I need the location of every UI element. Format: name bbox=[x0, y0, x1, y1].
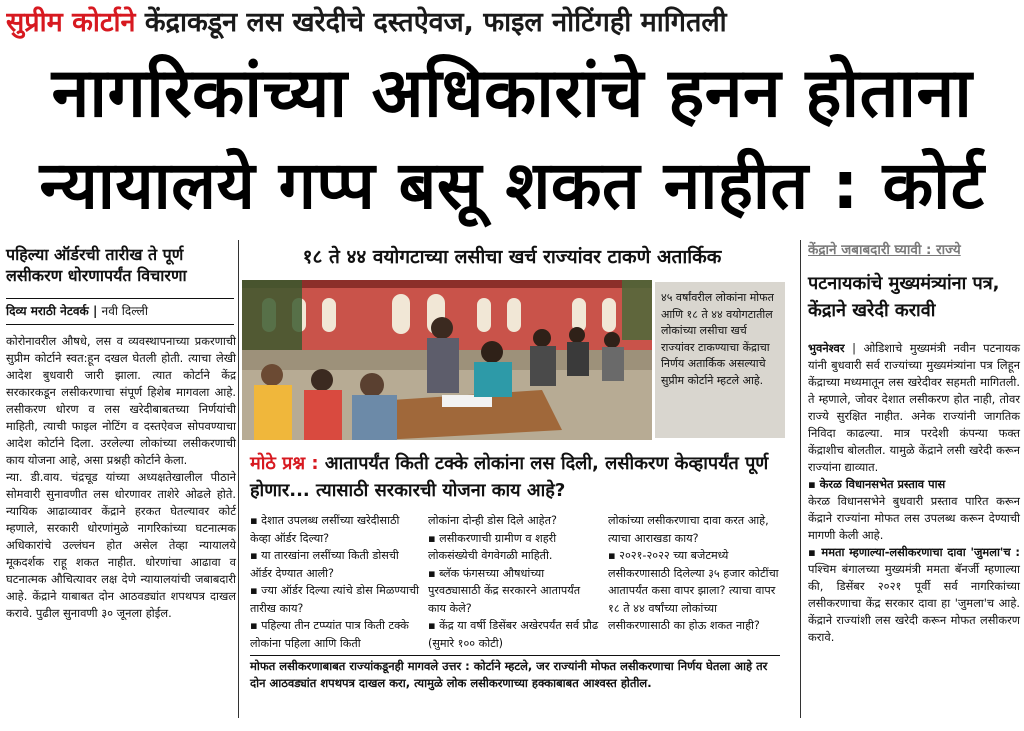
byline-place: नवी दिल्ली bbox=[101, 304, 148, 318]
right-story-para1 bbox=[808, 340, 1020, 476]
question-item: ▪ ज्या ऑर्डर दिल्या त्यांचे डोस मिळण्याची तारीख काय? bbox=[250, 584, 420, 615]
questions-column-1 bbox=[250, 512, 422, 652]
vaccination-photo bbox=[242, 280, 652, 440]
right-story-body bbox=[808, 340, 1020, 646]
right-story-para3 bbox=[808, 544, 1020, 646]
question-item: लोकांच्या लसीकरणाचा दावा करत आहे, त्याचा आराखडा काय? bbox=[608, 514, 769, 545]
right-story-para2: केरळ विधानसभेने बुधवारी प्रस्ताव पारित करून केंद्राने राज्यांना मोफत लस उपलब्ध करून देण्याची मागणी केली आहे. bbox=[808, 494, 1020, 542]
mamata-subhead: ▪ ममता म्हणाल्या-लसीकरणाचा दावा 'जुमला'च : bbox=[808, 545, 1020, 559]
question-item: ▪ २०२१-२०२२ च्या बजेटमध्ये लसीकरणासाठी दिलेल्या ३५ हजार कोटींचा आतापर्यंत कसा वापर झाला? त्याचा वापर १८ ते ४४ वर्षांच्या लोकांच्या लसीकरणासाठी का होऊ शकत नाही? bbox=[608, 549, 779, 632]
kicker-line bbox=[6, 2, 1018, 44]
right-column-divider bbox=[800, 240, 801, 718]
questions-column-3 bbox=[608, 512, 780, 635]
mid-story-headline: १८ ते ४४ वयोगटाच्या लसीचा खर्च राज्यांवर टाकणे अतार्किक bbox=[302, 246, 722, 268]
questions-column-2 bbox=[428, 512, 600, 652]
left-story-body bbox=[6, 333, 236, 622]
main-headline-line1: नागरिकांच्या अधिकारांचे हनन होताना bbox=[51, 54, 973, 133]
question-item: ▪ पहिल्या तीन टप्प्यांत पात्र किती टक्के लोकांना पहिला आणि किती bbox=[250, 619, 409, 650]
big-questions-text: आतापर्यंत किती टक्के लोकांना लस दिली, लसीकरण केव्हापर्यंत पूर्ण होणार... त्यासाठी सरकारची योजना काय आहे? bbox=[250, 453, 769, 501]
dateline: भुवनेश्वर bbox=[808, 341, 845, 355]
left-story-para2: न्या. डी.वाय. चंद्रचूड यांच्या अध्यक्षतेखालील पीठाने सोमवारी सुनावणीत लस धोरणावर ताशेरे ओढले होते. न्यायिक आढाव्यावर केंद्राने हरकत घेतल्यावर कोर्ट म्हणाले, सरकारी धोरणांमुळे नागरिकांच्या घटनात्मक अधिकारांचे उल्लंघन होत असेल तेव्हा न्यायालये मूकदर्शक राहू शकत नाहीत. धोरणांचा आढावा व घटनात्मक औचित्यावर लक्ष देणे न्यायालयांची जबाबदारी आहे. केंद्राने याबाबत दोन आठवड्यांत शपथपत्र दाखल करावे. पुढील सुनावणी ३० जूनला होईल. bbox=[6, 470, 236, 620]
kicker-rest: केंद्राकडून लस खरेदीचे दस्तऐवज, फाइल नोटिंगही मागितली bbox=[144, 7, 727, 38]
right-story-headline: पटनायकांचे मुख्यमंत्र्यांना पत्र, केंद्राने खरेदी करावी bbox=[808, 273, 1000, 321]
left-story-para1: कोरोनावरील औषधे, लस व व्यवस्थापनाच्या प्रकरणाची सुप्रीम कोर्टाने स्वत:हून दखल घेतली होती. त्याचा लेखी आदेश बुधवारी जारी झाला. त्यात कोर्टाने केंद्र सरकारकडून लसीकरणाचा संपूर्ण हिशेब मागवला आहे. लसीकरण धोरण व लस खरेदीबाबतच्या निर्णयांची माहिती, त्याची फाइल नोटिंग व दस्तऐवज सोपवण्याचा आदेश कोर्टाने दिला. उरलेल्या लोकांच्या लसीकरणाची काय योजना आहे, असा प्रश्नही कोर्टाने केला. bbox=[6, 334, 236, 467]
big-questions-label: मोठे प्रश्न : bbox=[250, 453, 319, 474]
right-story-para3-text: पश्चिम बंगालच्या मुख्यमंत्री ममता बॅनर्जी म्हणाल्या की, डिसेंबर २०२१ पूर्वी सर्व नागरिकांच्या लसीकरणाचा केंद्र सरकार दावा हा 'जुमला'च आहे. केंद्राने राज्यांशी लस खरेदी करून मोफत लसीकरण करावे. bbox=[808, 562, 1020, 644]
free-vaccination-note: मोफत लसीकरणाबाबत राज्यांकडूनही मागवले उत्तर : कोर्टाने म्हटले, जर राज्यांनी मोफत लसीकरणाचा निर्णय घेतला आहे तर दोन आठवड्यांत शपथपत्र दाखल करा, त्यामुळे लोक लसीकरणाच्या हक्काबाबत आश्वस्त होतील. bbox=[250, 659, 768, 690]
byline-separator: | bbox=[88, 304, 102, 318]
question-item: ▪ देशात उपलब्ध लसींच्या खरेदीसाठी केव्हा ऑर्डर दिल्या? bbox=[250, 514, 400, 545]
byline-source: दिव्य मराठी नेटवर्क bbox=[6, 304, 89, 318]
big-questions-heading bbox=[250, 450, 780, 504]
byline bbox=[6, 300, 234, 322]
question-item: ▪ लसीकरणाची ग्रामीण व शहरी लोकसंख्येची वेगवेगळी माहिती. bbox=[428, 531, 557, 562]
byline-rule-bottom bbox=[6, 324, 234, 325]
right-story-kicker: केंद्राने जबाबदारी घ्यावी : राज्ये bbox=[808, 242, 961, 258]
right-story-sub1 bbox=[808, 476, 1020, 493]
question-item: ▪ ब्लॅक फंगसच्या औषधांच्या पुरवठ्यासाठी केंद्र सरकारने आतापर्यंत काय केले? bbox=[428, 566, 581, 615]
byline-rule bbox=[6, 298, 234, 299]
left-column-divider bbox=[238, 240, 239, 718]
kerala-subhead: ▪ केरळ विधानसभेत प्रस्ताव पास bbox=[808, 477, 946, 491]
right-story-para1-text: | ओडिशाचे मुख्यमंत्री नवीन पटनायक यांनी बुधवारी सर्व राज्यांच्या मुख्यमंत्र्यांना पत्र लिहून केंद्राच्या मध्यमातून लस खरेदीवर सहमती मागितली. ते म्हणाले, जोवर देशात लसीकरण होत नाही, तोवर राज्ये सुरक्षित नाहीत. अनेक राज्यांनी जागतिक निविदा काढल्या. मात्र परदेशी कंपन्या फक्त केंद्राशीच बोलतील. यामुळे केंद्राने लसी खरेदी करून राज्यांना द्याव्यात. bbox=[808, 341, 1020, 474]
question-item: लोकांना दोन्ही डोस दिले आहेत? bbox=[428, 514, 557, 527]
vaccination-photo-illustration bbox=[242, 280, 652, 440]
main-headline-line2: न्यायालये गप्प बसू शकत नाहीत : कोर्ट bbox=[39, 147, 985, 224]
photo-caption: ४५ वर्षांवरील लोकांना मोफत आणि १८ ते ४४ वयोगटातील लोकांच्या लसीचा खर्च राज्यांवर टाकण्याचा केंद्राचा निर्णय अतार्किक असल्याचे सुप्रीम कोर्टाने म्हटले आहे. bbox=[655, 282, 785, 438]
question-item: ▪ या तारखांना लसींच्या किती डोसची ऑर्डर देण्यात आली? bbox=[250, 549, 399, 580]
kicker-red: सुप्रीम कोर्टाने bbox=[6, 7, 136, 38]
bottom-strip-rule bbox=[250, 655, 780, 656]
left-story-headline: पहिल्या ऑर्डरची तारीख ते पूर्ण लसीकरण धोरणापर्यंत विचारणा bbox=[6, 245, 187, 285]
question-item: ▪ केंद्र या वर्षी डिसेंबर अखेरपर्यंत सर्व प्रौढ (सुमारे १०० कोटी) bbox=[428, 619, 599, 650]
